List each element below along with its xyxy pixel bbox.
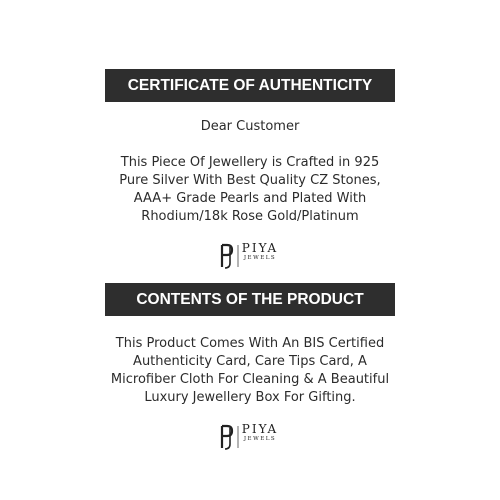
certificate-body-line: This Piece Of Jewellery is Crafted in 925 <box>120 155 380 170</box>
brand-wordmark <box>240 423 280 443</box>
brand-wordmark <box>240 242 280 262</box>
certificate-heading-banner <box>105 69 395 102</box>
brand-logo <box>218 241 282 271</box>
brand-logo <box>218 422 282 452</box>
contents-heading-banner <box>105 283 395 316</box>
brand-name: PIYA <box>241 241 279 255</box>
brand-tagline: JEWELS <box>243 436 277 442</box>
certificate-body-line: AAA+ Grade Pearls and Plated With <box>133 191 367 206</box>
contents-body-line: Authenticity Card, Care Tips Card, A <box>133 354 367 369</box>
contents-body <box>80 335 420 407</box>
certificate-heading: CERTIFICATE OF AUTHENTICITY <box>127 76 373 94</box>
certificate-body <box>80 154 420 226</box>
certificate-body-line: Pure Silver With Best Quality CZ Stones, <box>119 173 381 188</box>
certificate-body-line: Rhodium/18k Rose Gold/Platinum <box>141 209 359 224</box>
contents-body-line: Luxury Jewellery Box For Gifting. <box>144 390 356 405</box>
greeting-text <box>80 118 420 136</box>
brand-name: PIYA <box>241 422 279 436</box>
contents-body-line: This Product Comes With An BIS Certified <box>115 336 385 351</box>
contents-heading: CONTENTS OF THE PRODUCT <box>136 290 364 308</box>
brand-tagline: JEWELS <box>243 255 277 261</box>
greeting-line: Dear Customer <box>200 119 300 134</box>
contents-body-line: Microfiber Cloth For Cleaning & A Beautiful <box>110 372 390 387</box>
